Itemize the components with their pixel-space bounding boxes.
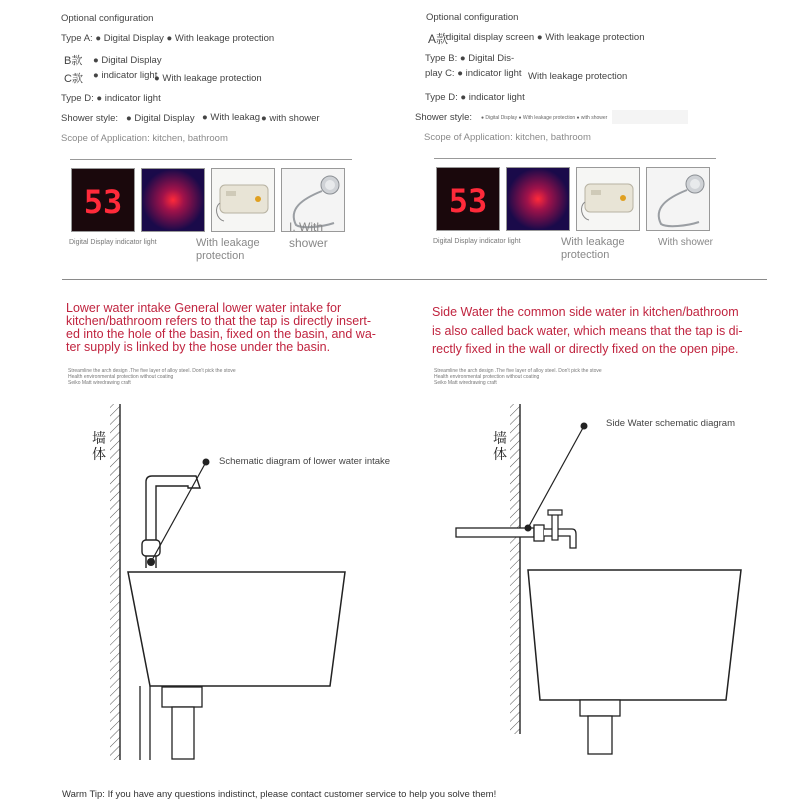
left-type-a: Type A: ● Digital Display ● With leakage protection: [61, 33, 275, 44]
left-divider: [70, 159, 352, 160]
right-type-b: Type B: ● Digital Dis-: [425, 53, 515, 64]
right-digital-display-image: [437, 168, 499, 230]
digital-display-thumb: [71, 168, 135, 232]
right-type-a-code: A款: [428, 32, 449, 46]
lower-intake-line3: ed into the hole of the basin, fixed on the basin, and wa-: [66, 327, 376, 341]
left-shower-style-label: Shower style:: [61, 113, 119, 124]
left-shower-opt2: ● With leakag: [202, 112, 261, 123]
wall-hatch: [110, 404, 120, 760]
right-caption-leakage: With leakage protection: [561, 236, 625, 261]
left-type-c-text: ● indicator light: [93, 70, 158, 81]
lower-note3: Seiko Matt wiredrawing craft: [68, 380, 131, 386]
right-digital-display-thumb: [436, 167, 500, 231]
lower-note2: Health environmental protection without coating: [68, 374, 174, 380]
side-diagram-label: Side Water schematic diagram: [606, 418, 736, 429]
side-note2: Health environmental protection without coating: [434, 374, 540, 380]
side-water-line1: Side Water the common side water in kitchen/bathroom: [432, 305, 739, 319]
side-tap-body: [534, 525, 544, 541]
right-leakage-protection-thumb: [576, 167, 640, 231]
display-digits: 53: [83, 183, 123, 221]
side-water-notes: [434, 368, 602, 386]
leakage-plug-image: [212, 169, 274, 231]
lower-basin: [128, 572, 345, 686]
side-tap-handle: [552, 512, 558, 540]
side-wall-hatch: [510, 404, 520, 734]
lower-wall-label: 墙体: [92, 430, 106, 462]
lower-intake-notes: [68, 368, 236, 386]
right-scope: Scope of Application: kitchen, bathroom: [424, 132, 591, 143]
left-type-d: Type D: ● indicator light: [61, 93, 161, 104]
right-divider: [434, 158, 716, 159]
leakage-protection-thumb: [211, 168, 275, 232]
left-type-c-code: C款: [64, 73, 83, 85]
right-shower-thumb: [646, 167, 710, 231]
side-water-line2: is also called back water, which means that the tap is di-: [432, 323, 743, 338]
indicator-light-thumb: [141, 168, 205, 232]
side-wall-label: 墙体: [493, 430, 507, 462]
digital-display-image: [72, 169, 134, 231]
indicator-light-image: [142, 169, 204, 231]
right-caption-display: Digital Display indicator light: [433, 238, 521, 245]
side-water-description: [432, 303, 762, 359]
left-type-c-extra: ● With leakage protection: [154, 73, 262, 84]
side-pipe: [456, 528, 534, 537]
side-note1: Streamline the arch design .The five layer of alloy steel. Don't pick the stove: [434, 368, 602, 374]
right-shower-style-opts: ● Digital Display ● With leakage protection ● with shower: [481, 115, 608, 121]
lower-faucet-valve: [142, 540, 160, 556]
left-shower-opt3: ● with shower: [261, 113, 320, 124]
warm-tip: Warm Tip: If you have any questions indistinct, please contact customer service to help you solve them!: [62, 789, 497, 800]
lower-note1: Streamline the arch design .The five layer of alloy steel. Don't pick the stove: [68, 368, 236, 374]
left-config-heading: Optional configuration: [61, 13, 154, 24]
side-water-line3: rectly fixed in the wall or directly fixed on the open pipe.: [432, 342, 739, 356]
lower-diagram-label: Schematic diagram of lower water intake: [219, 456, 391, 467]
right-type-c-extra: With leakage protection: [528, 71, 628, 82]
left-shower-opt1: ● Digital Display: [126, 113, 195, 124]
right-config-heading: Optional configuration: [426, 12, 519, 23]
right-shower-style-label: Shower style:: [415, 112, 473, 123]
side-water-diagram: [400, 390, 790, 770]
left-caption-display: Digital Display indicator light: [69, 239, 157, 246]
lower-intake-line2: kitchen/bathroom refers to that the tap is directly insert-: [66, 314, 371, 328]
right-display-digits: 53: [448, 182, 488, 220]
right-type-d: Type D: ● indicator light: [425, 92, 525, 103]
left-caption-leakage: With leakage protection: [196, 237, 260, 262]
left-type-b-code: B款: [64, 55, 83, 67]
right-blur-patch: [612, 110, 688, 124]
right-type-a-text: digital display screen ● With leakage protection: [446, 32, 645, 43]
right-indicator-light-thumb: [506, 167, 570, 231]
left-type-b-text: ● Digital Display: [93, 55, 162, 66]
right-caption-shower: With shower: [658, 237, 714, 248]
side-basin: [528, 570, 741, 700]
right-type-c: play C: ● indicator light: [425, 68, 522, 79]
right-leakage-plug-image: [577, 168, 639, 230]
right-shower-head-image: [647, 168, 709, 230]
section-divider: [62, 279, 767, 280]
lower-intake-line1: Lower water intake General lower water intake for: [66, 301, 342, 315]
left-caption-shower: I. With shower: [289, 220, 328, 250]
lower-intake-description: [66, 302, 406, 354]
side-drain: [580, 700, 620, 716]
left-scope: Scope of Application: kitchen, bathroom: [61, 133, 228, 144]
lower-intake-line4: ter supply is linked by the hose under the basin.: [66, 340, 331, 354]
side-note3: Seiko Matt wiredrawing craft: [434, 380, 497, 386]
lower-drain: [162, 687, 202, 707]
lower-intake-diagram: [0, 390, 400, 770]
right-indicator-light-image: [507, 168, 569, 230]
